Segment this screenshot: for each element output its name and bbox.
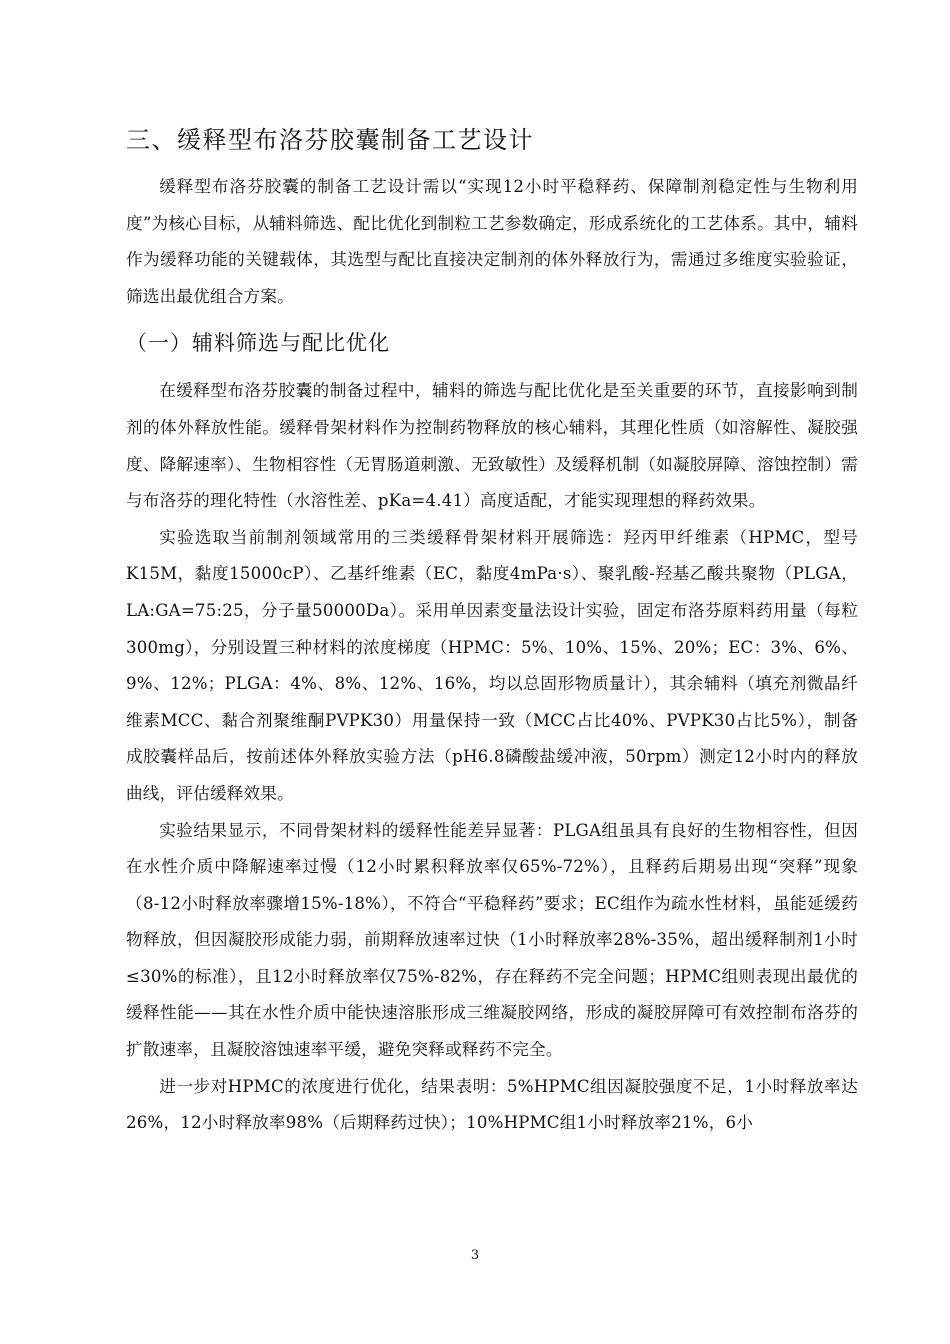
body-paragraph-3: 实验结果显示，不同骨架材料的缓释性能差异显著：PLGA组虽具有良好的生物相容性，但因在水性介质中降解速率过慢（12小时累积释放率仅65%-72%），且释药后期易出现“突释”现象（8-12小时释放率骤增15%-18%），不符合“平稳释药”要求；EC组作为疏水性材料，虽能延缓药物释放，但因凝胶形成能力弱，前期释放速率过快（1小时释放率28%-35%，超出缓释制剂1小时≤30%的标准），且12小时释放率仅75%-82%，存在释药不完全问题；HPMC组则表现出最优的缓释性能——其在水性介质中能快速溶胀形成三维凝胶网络，形成的凝胶屏障可有效控制布洛芬的扩散速率，且凝胶溶蚀速率平缓，避免突释或释药不完全。 (126, 820, 858, 1060)
section-intro-paragraph: 缓释型布洛芬胶囊的制备工艺设计需以“实现12小时平稳释药、保障制剂稳定性与生物利用度”为核心目标，从辅料筛选、配比优化到制粒工艺参数确定，形成系统化的工艺体系。其中，辅料作为缓释功能的关键载体，其选型与配比直接决定制剂的体外释放行为，需通过多维度实验验证，筛选出最优组合方案。 (126, 177, 858, 306)
body-paragraph-1: 在缓释型布洛芬胶囊的制备过程中，辅料的筛选与配比优化是至关重要的环节，直接影响到制剂的体外释放性能。缓释骨架材料作为控制药物释放的核心辅料，其理化性质（如溶解性、凝胶强度、降解速率）、生物相容性（无胃肠道刺激、无致敏性）及缓释机制（如凝胶屏障、溶蚀控制）需与布洛芬的理化特性（水溶性差、pKa=4.41）高度适配，才能实现理想的释药效果。 (126, 381, 858, 511)
body-paragraph-4: 进一步对HPMC的浓度进行优化，结果表明：5%HPMC组因凝胶强度不足，1小时释放率达26%，12小时释放率98%（后期释药过快）；10%HPMC组1小时释放率21%，6小 (126, 1076, 858, 1133)
subsection-title: （一）辅料筛选与配比优化 (126, 331, 390, 356)
section-title: 三、缓释型布洛芬胶囊制备工艺设计 (126, 126, 534, 154)
page-content (126, 120, 858, 1142)
page-number: 3 (470, 1248, 480, 1263)
body-paragraph-2: 实验选取当前制剂领域常用的三类缓释骨架材料开展筛选：羟丙甲纤维素（HPMC，型号K15M，黏度15000cP）、乙基纤维素（EC，黏度4mPa·s）、聚乳酸-羟基乙酸共聚物（PLGA，LA:GA=75:25，分子量50000Da）。采用单因素变量法设计实验，固定布洛芬原料药用量（每粒300mg），分别设置三种材料的浓度梯度（HPMC：5%、10%、15%、20%；EC：3%、6%、9%、12%；PLGA：4%、8%、12%、16%，均以总固形物质量计），其余辅料（填充剂微晶纤维素MCC、黏合剂聚维酮PVPK30）用量保持一致（MCC占比40%、PVPK30占比5%），制备成胶囊样品后，按前述体外释放实验方法（pH6.8磷酸盐缓冲液，50rpm）测定12小时内的释放曲线，评估缓释效果。 (126, 527, 858, 803)
